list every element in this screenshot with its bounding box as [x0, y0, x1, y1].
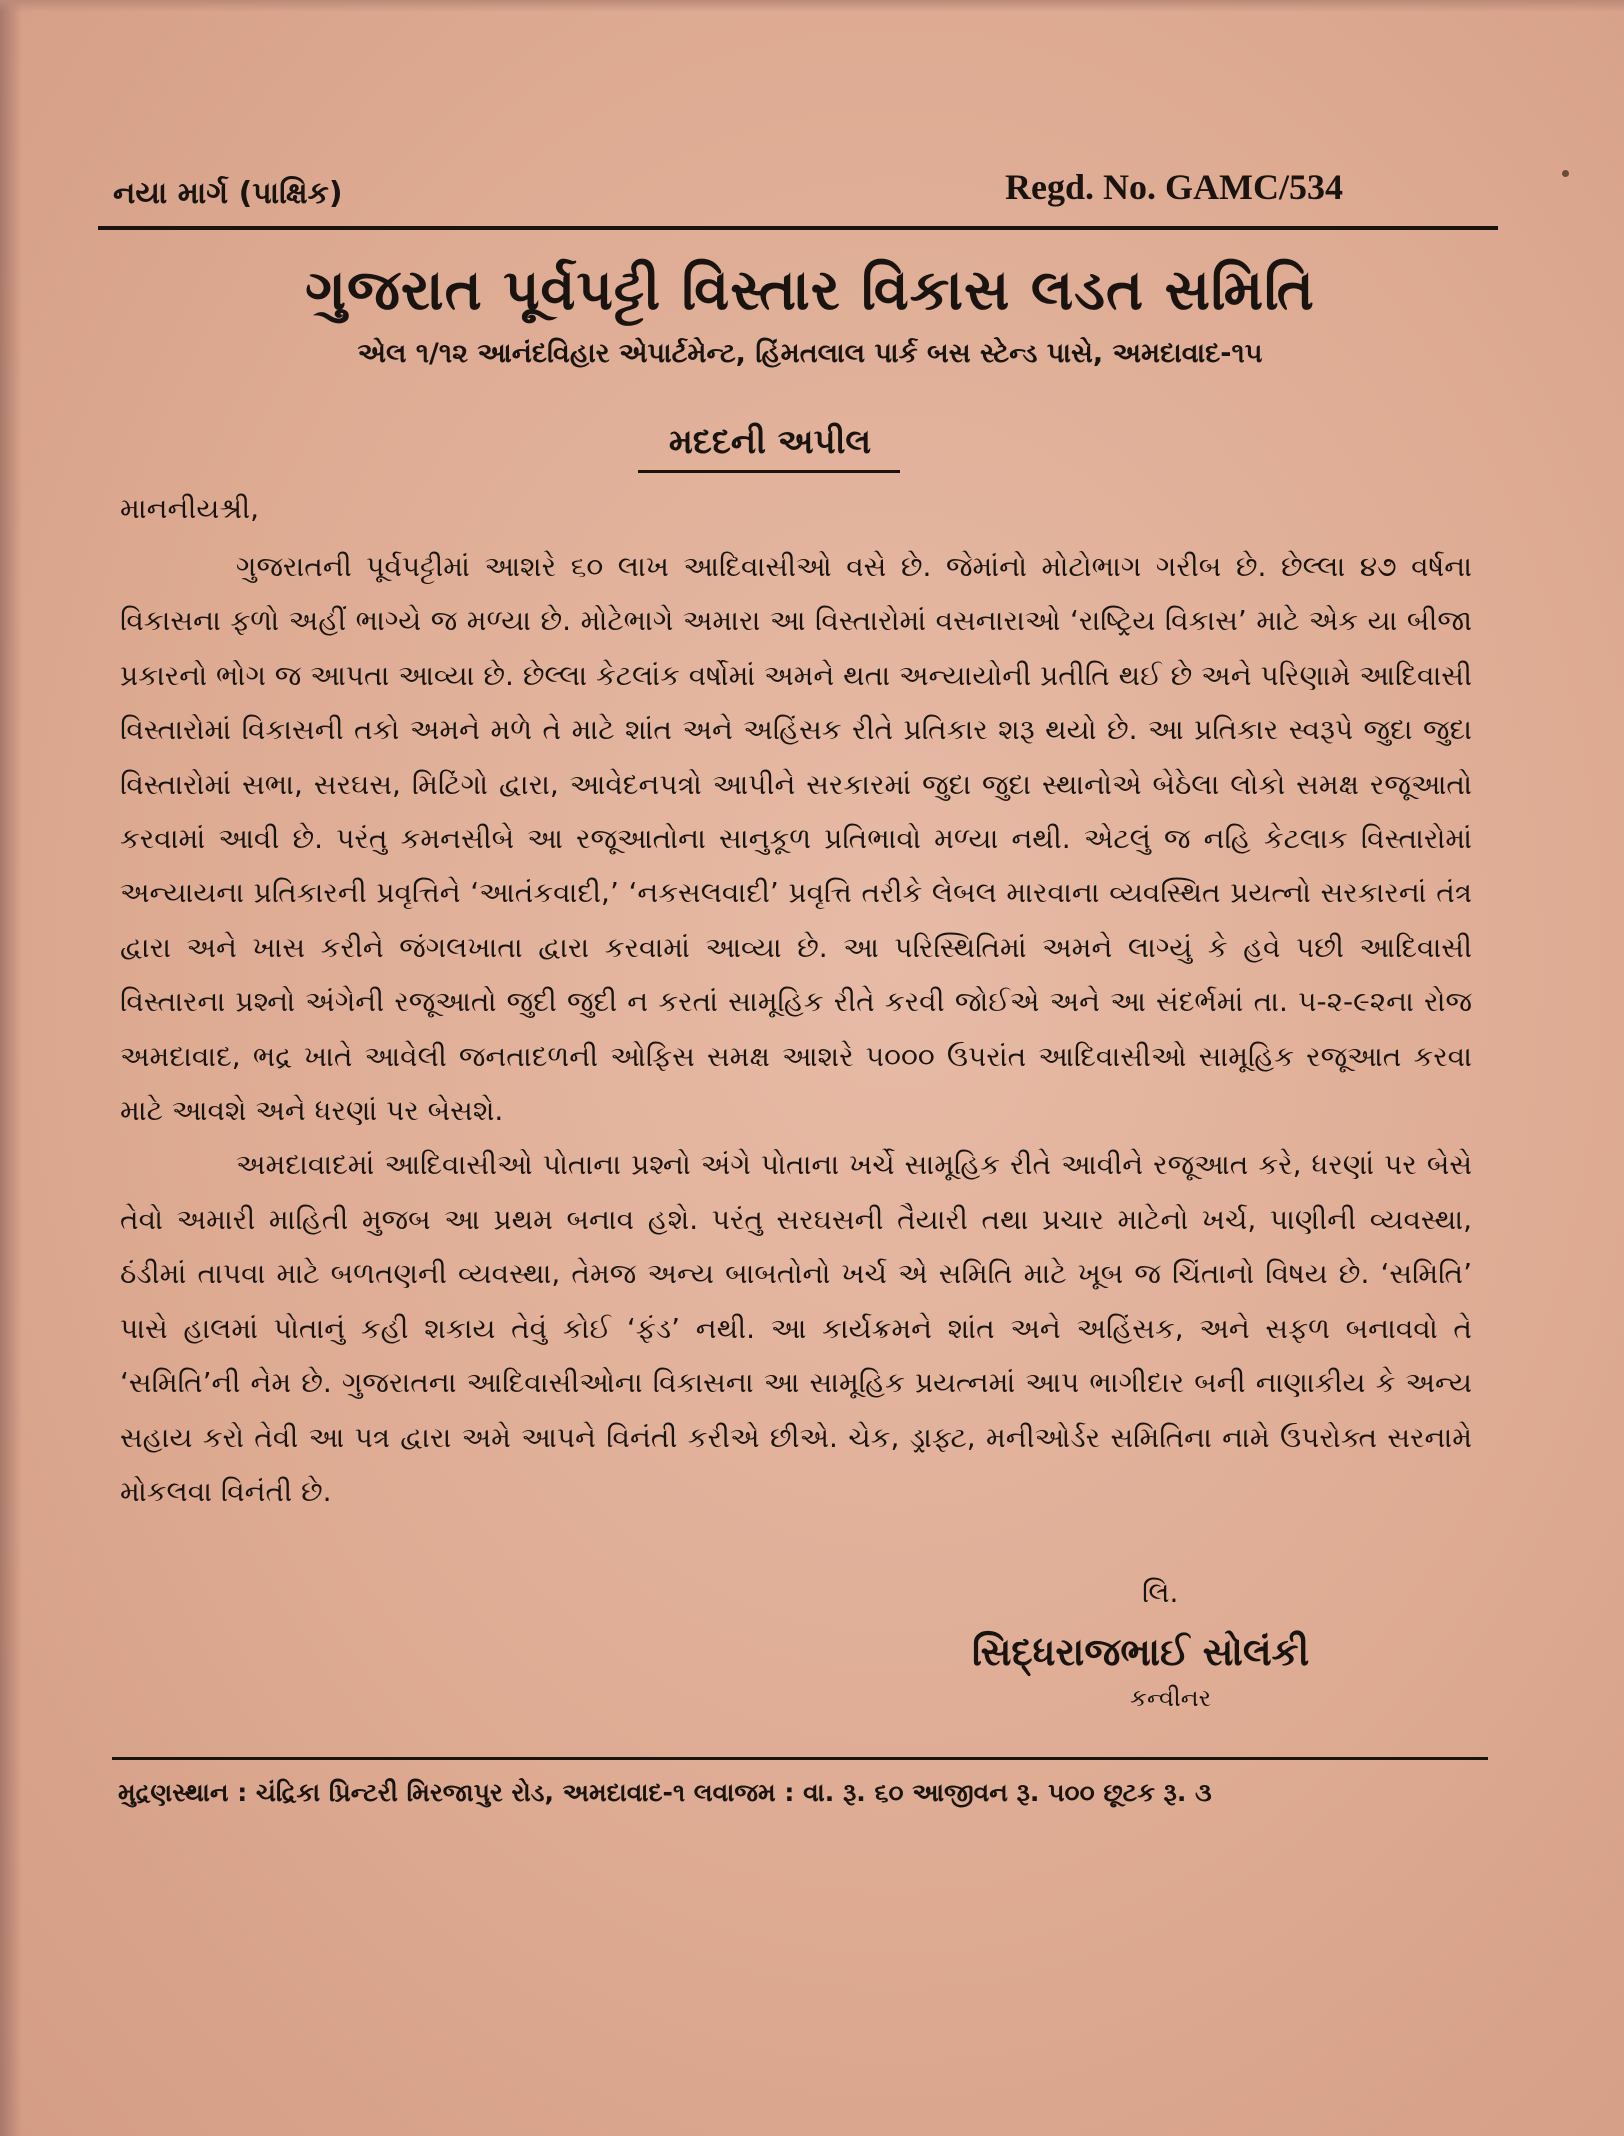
printer-and-subscription: મુદ્રણસ્થાન : ચંદ્રિકા પ્રિન્ટરી મિરજાપુર રોડ, અમદાવાદ-૧ લવાજમ : વા. રૂ. ૬૦ આજીવન રૂ. ૫૦૦ છૂટક રૂ. ૩	[118, 1778, 1212, 1807]
publication-name: નયા માર્ગ (પાક્ષિક)	[113, 176, 343, 211]
organization-address: એલ ૧/૧૨ આનંદવિહાર એપાર્ટમેન્ટ, હિંમતલાલ પાર્ક બસ સ્ટેન્ડ પાસે, અમદાવાદ-૧૫	[357, 338, 1263, 369]
header-rule	[98, 226, 1498, 230]
appeal-title-underline	[638, 470, 900, 473]
signature-closing: લિ.	[1142, 1576, 1179, 1609]
registration-number: Regd. No. GAMC/534	[1005, 167, 1343, 207]
signatory-title: કન્વીનર	[1130, 1684, 1212, 1712]
paper-top-shadow	[0, 0, 1624, 12]
ink-speck	[1562, 170, 1569, 177]
signatory-name: સિદ્ધરાજભાઈ સોલંકી	[972, 1630, 1310, 1674]
body-paragraph-2: અમદાવાદમાં આદિવાસીઓ પોતાના પ્રશ્નો અંગે પોતાના ખર્ચે સામૂહિક રીતે આવીને રજૂઆત કરે, ધરણાં પર બેસે તેવો અમારી માહિતી મુજબ આ પ્રથમ બનાવ હશે. પરંતુ સરઘસની તૈયારી તથા પ્રચાર માટેનો ખર્ચ, પાણીની વ્યવસ્થા, ઠંડીમાં તાપવા માટે બળતણની વ્યવસ્થા, તેમજ અન્ય બાબતોનો ખર્ચ એ સમિતિ માટે ખૂબ જ ચિંતાનો વિષય છે. ‘સમિતિ’ પાસે હાલમાં પોતાનું કહી શકાય તેવું કોઈ ‘ફંડ’ નથી. આ કાર્યક્રમને શાંત અને અહિંસક, અને સફળ બનાવવો તે ‘સમિતિ’ની નેમ છે. ગુજરાતના આદિવાસીઓના વિકાસના આ સામૂહિક પ્રયત્નમાં આપ ભાગીદાર બની નાણાકીય કે અન્ય સહાય કરો તેવી આ પત્ર દ્વારા અમે આપને વિનંતી કરીએ છીએ. ચેક, ડ્રાફ્ટ, મનીઓર્ડર સમિતિના નામે ઉપરોક્ત સરનામે મોકલવા વિનંતી છે.	[120, 1148, 1472, 1508]
footer-rule	[112, 1757, 1488, 1760]
body-paragraph-1: ગુજરાતની પૂર્વપટ્ટીમાં આશરે ૬૦ લાખ આદિવાસીઓ વસે છે. જેમાંનો મોટોભાગ ગરીબ છે. છેલ્લા ૪૭ વર્ષના વિકાસના ફળો અહીં ભાગ્યે જ મળ્યા છે. મોટેભાગે અમારા આ વિસ્તારોમાં વસનારાઓ ‘રાષ્ટ્રિય વિકાસ’ માટે એક યા બીજા પ્રકારનો ભોગ જ આપતા આવ્યા છે. છેલ્લા કેટલાંક વર્ષોમાં અમને થતા અન્યાયોની પ્રતીતિ થઈ છે અને પરિણામે આદિવાસી વિસ્તારોમાં વિકાસની તકો અમને મળે તે માટે શાંત અને અહિંસક રીતે પ્રતિકાર શરૂ થયો છે. આ પ્રતિકાર સ્વરૂપે જુદા જુદા વિસ્તારોમાં સભા, સરઘસ, મિટિંગો દ્વારા, આવેદનપત્રો આપીને સરકારમાં જુદા જુદા સ્થાનોએ બેઠેલા લોકો સમક્ષ રજૂઆતો કરવામાં આવી છે. પરંતુ કમનસીબે આ રજૂઆતોના સાનુકૂળ પ્રતિભાવો મળ્યા નથી. એટલું જ નહિ કેટલાક વિસ્તારોમાં અન્યાયના પ્રતિકારની પ્રવૃત્તિને ‘આતંકવાદી,’ ‘નકસલવાદી’ પ્રવૃત્તિ તરીકે લેબલ મારવાના વ્યવસ્થિત પ્રયત્નો સરકારનાં તંત્ર દ્વારા અને ખાસ કરીને જંગલખાતા દ્વારા કરવામાં આવ્યા છે. આ પરિસ્થિતિમાં અમને લાગ્યું કે હવે પછી આદિવાસી વિસ્તારના પ્રશ્નો અંગેની રજૂઆતો જુદી જુદી ન કરતાં સામૂહિક રીતે કરવી જોઈએ અને આ સંદર્ભમાં તા. ૫-૨-૯૨ના રોજ અમદાવાદ, ભદ્ર ખાતે આવેલી જનતાદળની ઓફિસ સમક્ષ આશરે ૫૦૦૦ ઉપરાંત આદિવાસીઓ સામૂહિક રજૂઆત કરવા માટે આવશે અને ધરણાં પર બેસશે.	[120, 550, 1472, 1128]
letter-body	[120, 540, 1472, 1519]
salutation: માનનીયશ્રી,	[120, 492, 260, 525]
appeal-title: મદદની અપીલ	[668, 422, 872, 462]
paper-edge-shadow	[0, 0, 22, 2136]
organization-name: ગુજરાત પૂર્વપટ્ટી વિસ્તાર વિકાસ લડત સમિતિ	[305, 258, 1315, 323]
